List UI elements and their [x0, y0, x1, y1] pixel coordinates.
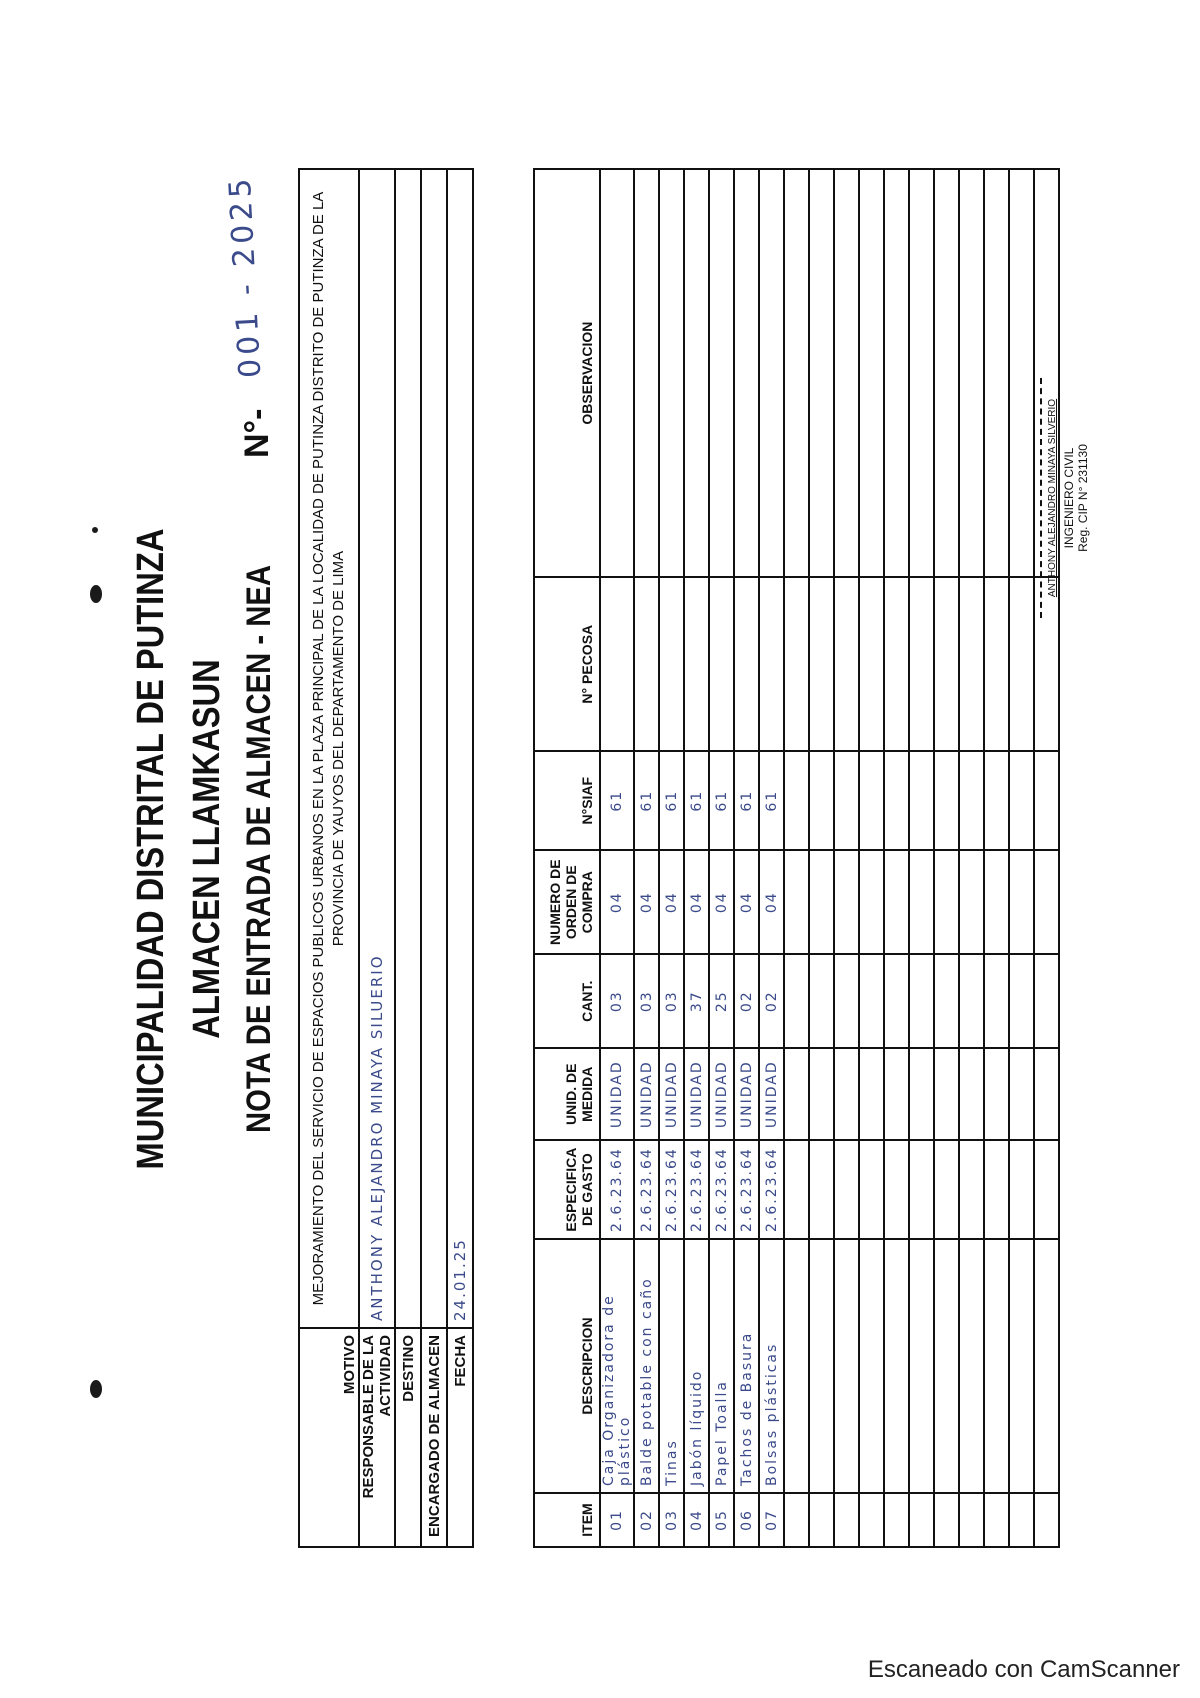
- cell-orden: [1009, 850, 1034, 954]
- cell-observacion: [959, 169, 984, 577]
- cell-especifica: [934, 1140, 959, 1239]
- cell-descripcion: [959, 1239, 984, 1493]
- cell-especifica: [859, 1140, 884, 1239]
- cell-item: [909, 1493, 934, 1547]
- cell-orden: 04: [634, 850, 659, 954]
- table-row: [784, 169, 809, 1547]
- table-row: [1009, 169, 1034, 1547]
- cell-orden: [1034, 850, 1059, 954]
- cell-especifica: 2.6.23.64: [684, 1140, 709, 1239]
- cell-pecosa: [959, 577, 984, 751]
- fecha-value: 24.01.25: [447, 169, 473, 1328]
- cell-orden: 04: [600, 850, 634, 954]
- cell-descripcion: Jabón líquido: [684, 1239, 709, 1493]
- fecha-label: FECHA: [447, 1328, 473, 1547]
- cell-pecosa: [859, 577, 884, 751]
- warehouse-title: ALMACEN LLAMKASUN: [186, 659, 228, 1039]
- cell-item: [1034, 1493, 1059, 1547]
- cell-unidad: [1009, 1048, 1034, 1140]
- cell-siaf: [1009, 751, 1034, 850]
- cell-cant: [784, 954, 809, 1048]
- punch-hole-mark: [90, 585, 102, 603]
- cell-especifica: 2.6.23.64: [634, 1140, 659, 1239]
- cell-unidad: [809, 1048, 834, 1140]
- cell-item: [959, 1493, 984, 1547]
- col-cant-header: CANT.: [534, 954, 600, 1048]
- cell-especifica: [1009, 1140, 1034, 1239]
- table-row: [759, 169, 784, 1547]
- cell-especifica: [909, 1140, 934, 1239]
- cell-observacion: [759, 169, 784, 577]
- table-row: [659, 169, 684, 1547]
- cell-pecosa: [884, 577, 909, 751]
- cell-observacion: [934, 169, 959, 577]
- responsable-value: ANTHONY ALEJANDRO MINAYA SILUERIO: [359, 169, 395, 1328]
- cell-cant: [884, 954, 909, 1048]
- cell-item: [809, 1493, 834, 1547]
- cell-siaf: [859, 751, 884, 850]
- cell-descripcion: [884, 1239, 909, 1493]
- cell-orden: [834, 850, 859, 954]
- punch-hole-mark: [90, 1380, 102, 1398]
- cell-orden: [884, 850, 909, 954]
- cell-descripcion: Papel Toalla: [709, 1239, 734, 1493]
- items-header-row: [534, 169, 600, 1547]
- cell-orden: [934, 850, 959, 954]
- cell-pecosa: [984, 577, 1009, 751]
- cell-observacion: [600, 169, 634, 577]
- form-row-destino: [395, 169, 421, 1547]
- cell-observacion: [784, 169, 809, 577]
- cell-siaf: 61: [734, 751, 759, 850]
- cell-unidad: [984, 1048, 1009, 1140]
- table-row: [859, 169, 884, 1547]
- cell-orden: [809, 850, 834, 954]
- cell-descripcion: Bolsas plásticas: [759, 1239, 784, 1493]
- cell-especifica: 2.6.23.64: [709, 1140, 734, 1239]
- cell-orden: 04: [684, 850, 709, 954]
- cell-especifica: [1034, 1140, 1059, 1239]
- cell-cant: [1034, 954, 1059, 1048]
- cell-unidad: UNIDAD: [600, 1048, 634, 1140]
- motivo-value: MEJORAMIENTO DEL SERVICIO DE ESPACIOS PUBLICOS URBANOS EN LA PLAZA PRINCIPAL DE LA LOCALIDAD DE PUTINZA DISTRITO DE PUTINZA DE LA PROVINCIA DE YAUYOS DEL DEPARTAMENTO DE LIMA: [299, 169, 359, 1328]
- cell-item: 01: [600, 1493, 634, 1547]
- cell-orden: [784, 850, 809, 954]
- cell-cant: [1009, 954, 1034, 1048]
- number-value: 001 - 2025: [222, 173, 269, 379]
- cell-descripcion: [784, 1239, 809, 1493]
- cell-siaf: [959, 751, 984, 850]
- cell-siaf: [1034, 751, 1059, 850]
- cell-unidad: [1034, 1048, 1059, 1140]
- cell-especifica: 2.6.23.64: [759, 1140, 784, 1239]
- cell-unidad: UNIDAD: [709, 1048, 734, 1140]
- cell-observacion: [909, 169, 934, 577]
- cell-unidad: [959, 1048, 984, 1140]
- cell-observacion: [659, 169, 684, 577]
- cell-descripcion: [859, 1239, 884, 1493]
- cell-pecosa: [1009, 577, 1034, 751]
- cell-pecosa: [759, 577, 784, 751]
- cell-orden: [909, 850, 934, 954]
- table-row: [834, 169, 859, 1547]
- cell-item: 07: [759, 1493, 784, 1547]
- table-row: [709, 169, 734, 1547]
- cell-descripcion: Caja Organizadora de plástico: [600, 1239, 634, 1493]
- cell-descripcion: [834, 1239, 859, 1493]
- col-orden-header: NUMERO DE ORDEN DE COMPRA: [534, 850, 600, 954]
- cell-item: 03: [659, 1493, 684, 1547]
- cell-cant: [834, 954, 859, 1048]
- cell-especifica: [984, 1140, 1009, 1239]
- signature-title: INGENIERO CIVIL: [1062, 447, 1076, 549]
- cell-observacion: [684, 169, 709, 577]
- cell-item: [884, 1493, 909, 1547]
- cell-observacion: [709, 169, 734, 577]
- cell-observacion: [884, 169, 909, 577]
- col-especifica-header: ESPECIFICA DE GASTO: [534, 1140, 600, 1239]
- cell-descripcion: Tinas: [659, 1239, 684, 1493]
- cell-unidad: [909, 1048, 934, 1140]
- cell-cant: 02: [759, 954, 784, 1048]
- cell-especifica: [834, 1140, 859, 1239]
- municipality-title: MUNICIPALIDAD DISTRITAL DE PUTINZA: [130, 528, 172, 1170]
- col-item-header: ITEM: [534, 1493, 600, 1547]
- table-row: [909, 169, 934, 1547]
- cell-pecosa: [709, 577, 734, 751]
- cell-especifica: [959, 1140, 984, 1239]
- cell-especifica: 2.6.23.64: [659, 1140, 684, 1239]
- scanner-watermark: Escaneado con CamScanner: [867, 1656, 1180, 1683]
- cell-pecosa: [834, 577, 859, 751]
- cell-descripcion: [984, 1239, 1009, 1493]
- cell-pecosa: [809, 577, 834, 751]
- cell-cant: 03: [659, 954, 684, 1048]
- cell-pecosa: [684, 577, 709, 751]
- cell-siaf: [909, 751, 934, 850]
- number-label: N°-: [238, 408, 276, 458]
- destino-value: [395, 169, 421, 1328]
- cell-item: 02: [634, 1493, 659, 1547]
- cell-item: [1009, 1493, 1034, 1547]
- cell-unidad: [784, 1048, 809, 1140]
- destino-label: DESTINO: [395, 1328, 421, 1547]
- table-row: [634, 169, 659, 1547]
- cell-siaf: [784, 751, 809, 850]
- cell-cant: [984, 954, 1009, 1048]
- cell-descripcion: [809, 1239, 834, 1493]
- cell-unidad: UNIDAD: [659, 1048, 684, 1140]
- signature-line: [1040, 378, 1042, 618]
- cell-cant: 03: [600, 954, 634, 1048]
- items-body: [600, 169, 1059, 1547]
- table-row: [984, 169, 1009, 1547]
- signature-registration: Reg. CIP N° 231130: [1076, 444, 1090, 552]
- cell-pecosa: [734, 577, 759, 751]
- table-row: [934, 169, 959, 1547]
- col-unidad-header: UNID. DE MEDIDA: [534, 1048, 600, 1140]
- cell-cant: 02: [734, 954, 759, 1048]
- cell-siaf: [834, 751, 859, 850]
- cell-siaf: [809, 751, 834, 850]
- cell-pecosa: [934, 577, 959, 751]
- encargado-value: [421, 169, 447, 1328]
- cell-siaf: [984, 751, 1009, 850]
- cell-cant: [959, 954, 984, 1048]
- cell-especifica: 2.6.23.64: [600, 1140, 634, 1239]
- cell-especifica: 2.6.23.64: [734, 1140, 759, 1239]
- cell-unidad: UNIDAD: [734, 1048, 759, 1140]
- cell-pecosa: [600, 577, 634, 751]
- cell-item: [934, 1493, 959, 1547]
- cell-orden: [859, 850, 884, 954]
- cell-item: 05: [709, 1493, 734, 1547]
- cell-item: [834, 1493, 859, 1547]
- motivo-label: MOTIVO: [299, 1328, 359, 1547]
- cell-orden: 04: [659, 850, 684, 954]
- cell-cant: [859, 954, 884, 1048]
- cell-observacion: [834, 169, 859, 577]
- table-row: [809, 169, 834, 1547]
- cell-pecosa: [634, 577, 659, 751]
- cell-cant: 03: [634, 954, 659, 1048]
- form-row-encargado: [421, 169, 447, 1547]
- cell-especifica: [884, 1140, 909, 1239]
- table-row: [734, 169, 759, 1547]
- cell-orden: 04: [734, 850, 759, 954]
- table-row: [600, 169, 634, 1547]
- cell-unidad: UNIDAD: [634, 1048, 659, 1140]
- cell-siaf: 61: [634, 751, 659, 850]
- cell-item: 04: [684, 1493, 709, 1547]
- table-row: [684, 169, 709, 1547]
- cell-unidad: [859, 1048, 884, 1140]
- cell-observacion: [734, 169, 759, 577]
- items-table: [533, 168, 1060, 1548]
- cell-item: [984, 1493, 1009, 1547]
- cell-especifica: [809, 1140, 834, 1239]
- punch-hole-mark: [92, 527, 98, 533]
- cell-unidad: UNIDAD: [759, 1048, 784, 1140]
- cell-pecosa: [909, 577, 934, 751]
- cell-descripcion: [1009, 1239, 1034, 1493]
- col-siaf-header: N°SIAF: [534, 751, 600, 850]
- cell-unidad: [834, 1048, 859, 1140]
- cell-item: 06: [734, 1493, 759, 1547]
- cell-siaf: 61: [759, 751, 784, 850]
- cell-item: [784, 1493, 809, 1547]
- cell-observacion: [634, 169, 659, 577]
- cell-siaf: [884, 751, 909, 850]
- cell-cant: [934, 954, 959, 1048]
- col-pecosa-header: N° PECOSA: [534, 577, 600, 751]
- cell-orden: 04: [709, 850, 734, 954]
- cell-observacion: [1009, 169, 1034, 577]
- cell-unidad: UNIDAD: [684, 1048, 709, 1140]
- cell-observacion: [809, 169, 834, 577]
- encargado-label: ENCARGADO DE ALMACEN: [421, 1328, 447, 1547]
- cell-pecosa: [784, 577, 809, 751]
- cell-siaf: 61: [709, 751, 734, 850]
- document-title: NOTA DE ENTRADA DE ALMACEN - NEA: [240, 564, 278, 1134]
- cell-cant: 25: [709, 954, 734, 1048]
- cell-descripcion: Balde potable con caño: [634, 1239, 659, 1493]
- cell-observacion: [984, 169, 1009, 577]
- cell-siaf: [934, 751, 959, 850]
- cell-siaf: 61: [600, 751, 634, 850]
- cell-orden: 04: [759, 850, 784, 954]
- cell-siaf: 61: [684, 751, 709, 850]
- cell-especifica: [784, 1140, 809, 1239]
- cell-siaf: 61: [659, 751, 684, 850]
- cell-observacion: [859, 169, 884, 577]
- form-row-responsable: [359, 169, 395, 1547]
- cell-descripcion: [1034, 1239, 1059, 1493]
- header-form-table: [298, 168, 474, 1548]
- cell-descripcion: [909, 1239, 934, 1493]
- col-descripcion-header: DESCRIPCION: [534, 1239, 600, 1493]
- cell-descripcion: [934, 1239, 959, 1493]
- cell-cant: [909, 954, 934, 1048]
- form-row-motivo: [299, 169, 359, 1547]
- cell-orden: [984, 850, 1009, 954]
- cell-descripcion: Tachos de Basura: [734, 1239, 759, 1493]
- signature-name: ANTHONY ALEJANDRO MINAYA SILVERIO: [1047, 398, 1058, 598]
- cell-cant: [809, 954, 834, 1048]
- cell-unidad: [934, 1048, 959, 1140]
- cell-item: [859, 1493, 884, 1547]
- form-row-fecha: [447, 169, 473, 1547]
- table-row: [1034, 169, 1059, 1547]
- col-observacion-header: OBSERVACION: [534, 169, 600, 577]
- cell-cant: 37: [684, 954, 709, 1048]
- responsable-label: RESPONSABLE DE LA ACTIVIDAD: [359, 1328, 395, 1547]
- cell-orden: [959, 850, 984, 954]
- cell-pecosa: [659, 577, 684, 751]
- cell-unidad: [884, 1048, 909, 1140]
- table-row: [959, 169, 984, 1547]
- table-row: [884, 169, 909, 1547]
